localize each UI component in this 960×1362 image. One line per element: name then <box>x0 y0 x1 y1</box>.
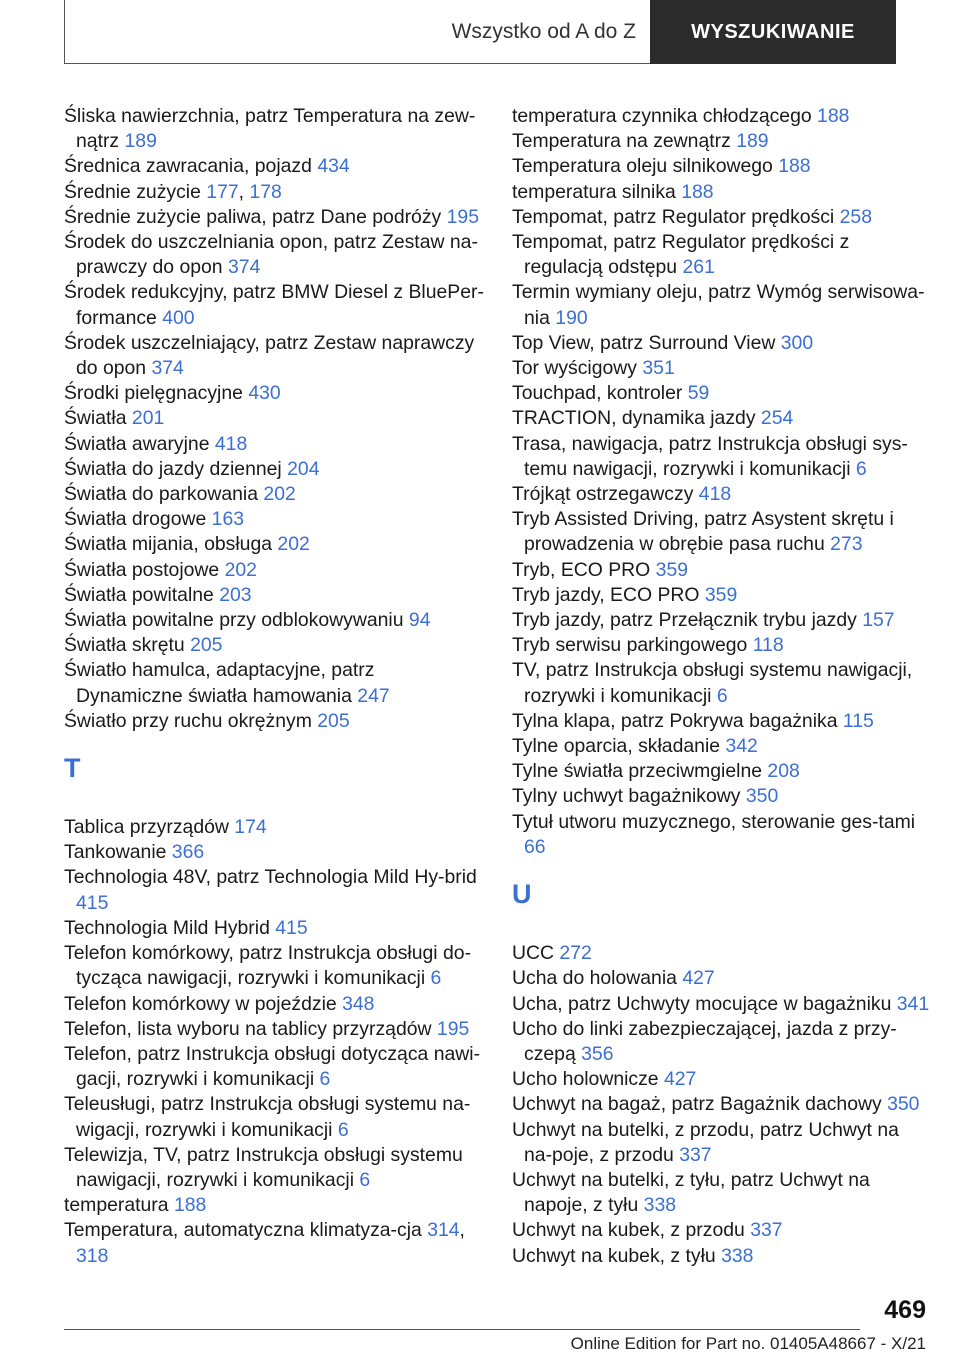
page-link[interactable]: 342 <box>725 735 758 758</box>
index-entry <box>64 1042 484 1092</box>
index-entry-text: Ucho do linki zabezpieczającej, jazda z przy‐czepą <box>512 1017 897 1065</box>
index-entry-text: Technologia 48V, patrz Technologia Mild Hy‐brid <box>64 866 477 889</box>
page-link[interactable]: 6 <box>337 1118 349 1141</box>
index-entry <box>512 784 932 809</box>
index-entry-text: Światło hamulca, adaptacyjne, patrz Dynamiczne światła hamowania <box>64 659 375 707</box>
page-number: 469 <box>884 1296 926 1324</box>
index-entry-text: Teleusługi, patrz Instrukcja obsługi systemu na‐wigacji, rozrywki i komunikacji <box>64 1093 471 1141</box>
page-link[interactable]: 338 <box>721 1244 754 1267</box>
page-link[interactable]: 318 <box>76 1244 109 1267</box>
index-entry <box>512 104 932 129</box>
index-letter-heading: U <box>512 879 532 910</box>
index-entry-text: Telefon, patrz Instrukcja obsługi dotycząca nawi‐gacji, rozrywki i komunikacji <box>64 1042 481 1091</box>
page-link[interactable]: 337 <box>750 1219 783 1242</box>
index-entry-text: Światła skrętu <box>64 634 185 657</box>
index-entry-text: Tablica przyrządów <box>64 816 229 839</box>
page-link[interactable]: 66 <box>524 835 546 858</box>
index-entry <box>64 457 484 482</box>
index-entry <box>512 966 932 991</box>
index-entry <box>64 558 484 583</box>
page-link[interactable]: 6 <box>855 457 867 480</box>
index-entry <box>512 1168 932 1218</box>
index-entry <box>64 916 484 941</box>
index-column-left <box>64 104 484 1269</box>
index-entry <box>512 331 932 356</box>
index-entry <box>512 381 932 406</box>
page-link[interactable]: 258 <box>839 205 872 228</box>
page-link[interactable]: 366 <box>171 841 205 864</box>
index-entry <box>512 1118 932 1168</box>
index-entry <box>64 381 484 406</box>
index-entry <box>64 1092 484 1142</box>
index-entry <box>512 1017 932 1067</box>
page-link[interactable]: 400 <box>162 306 195 329</box>
page-link[interactable]: 157 <box>862 609 895 632</box>
index-entry-text: Tempomat, patrz Regulator prędkości z regulacją odstępu <box>512 231 850 279</box>
index-column-right <box>512 104 932 1269</box>
index-entry <box>512 507 932 557</box>
index-entry-text: Temperatura oleju silnikowego <box>512 155 773 178</box>
page-link[interactable]: 204 <box>287 457 320 480</box>
footer-edition: Online Edition for Part no. 01405A48667 - X/21 <box>570 1334 926 1353</box>
index-entry <box>512 205 932 230</box>
footer-divider <box>64 1329 860 1330</box>
page-link[interactable]: 195 <box>446 205 479 228</box>
index-entry-text: Tor wyścigowy <box>512 357 637 380</box>
index-entry <box>64 1143 484 1193</box>
index-entry <box>64 406 484 431</box>
page-link[interactable]: 188 <box>173 1194 207 1217</box>
index-entry-text: Ucho holownicze <box>512 1068 659 1091</box>
page-link[interactable]: 261 <box>682 256 715 279</box>
index-entry <box>512 558 932 583</box>
index-entry <box>64 1193 484 1218</box>
page-link[interactable]: 177 <box>206 180 239 203</box>
index-entry <box>512 608 932 633</box>
index-entry <box>512 180 932 205</box>
page-link[interactable]: 374 <box>228 256 261 279</box>
index-entry <box>512 759 932 784</box>
page-link[interactable]: 348 <box>342 992 375 1015</box>
index-entry-text: Ucha do holowania <box>512 967 677 990</box>
index-entry-text: Tryb Assisted Driving, patrz Asystent skrętu i prowadzenia w obrębie pasa ruchu <box>512 508 894 556</box>
page-link[interactable]: 163 <box>211 508 245 531</box>
search-tab[interactable]: WYSZUKIWANIE <box>650 0 896 64</box>
index-entry-text: UCC <box>512 942 555 965</box>
page-link[interactable]: 254 <box>760 407 794 430</box>
page-link[interactable]: 178 <box>249 180 282 203</box>
index-entry-text: Tryb jazdy, ECO PRO <box>512 583 700 606</box>
page-link[interactable]: 6 <box>430 967 442 990</box>
index-entry-text: Środek do uszczelniania opon, patrz Zestaw na‐prawczy do opon <box>64 231 478 279</box>
page-link[interactable]: 6 <box>319 1068 331 1091</box>
index-entry <box>512 633 932 658</box>
index-entry <box>512 734 932 759</box>
page-link[interactable]: 94 <box>408 609 431 632</box>
page-link[interactable]: 338 <box>643 1194 677 1217</box>
index-entry-text: Tylne oparcia, składanie <box>512 735 721 758</box>
index-entry-text: Środek uszczelniający, patrz Zestaw naprawczy do opon <box>64 331 475 380</box>
page-link[interactable]: 188 <box>681 180 714 203</box>
page-link[interactable]: 205 <box>317 709 350 732</box>
index-entry-text: Światła do parkowania <box>64 483 259 506</box>
index-entry-text: Światła drogowe <box>64 508 207 531</box>
index-entry-text: Touchpad, kontroler <box>512 382 683 405</box>
index-entry-text: Tytuł utworu muzycznego, sterowanie ges‐tami <box>512 810 916 833</box>
page-header <box>64 0 896 64</box>
index-entry <box>64 205 484 230</box>
index-entry-text: Uchwyt na bagaż, patrz Bagażnik dachowy <box>512 1093 882 1116</box>
index-entry-text: Telefon komórkowy, patrz Instrukcja obsługi do‐tycząca nawigacji, rozrywki i komunikacji <box>64 942 472 990</box>
index-letter-heading: T <box>64 753 81 784</box>
page-link[interactable]: 203 <box>219 583 252 606</box>
page-link[interactable]: 418 <box>214 432 248 455</box>
index-entry-text: Temperatura na zewnątrz <box>512 130 731 153</box>
index-entry <box>512 230 932 280</box>
index-entry-text: Tylny uchwyt bagażnikowy <box>512 785 741 808</box>
index-entry <box>512 709 932 734</box>
index-entry-text: TV, patrz Instrukcja obsługi systemu nawigacji, rozrywki i komunikacji <box>512 659 913 707</box>
page-link[interactable]: 356 <box>581 1042 614 1065</box>
index-entry <box>64 331 484 381</box>
page-link[interactable]: 189 <box>736 130 769 153</box>
index-entry <box>512 1067 932 1092</box>
index-entry-text: Średnica zawracania, pojazd <box>64 155 312 178</box>
index-entry <box>512 154 932 179</box>
index-entry <box>64 815 484 840</box>
index-entry <box>512 406 932 431</box>
page-link[interactable]: 118 <box>752 634 784 657</box>
index-entry <box>64 992 484 1017</box>
page-link[interactable]: 314 <box>427 1219 460 1242</box>
index-entry-text: temperatura silnika <box>512 180 676 203</box>
index-entry <box>64 1017 484 1042</box>
index-entry <box>64 633 484 658</box>
page-link[interactable]: 434 <box>317 155 350 178</box>
page-link[interactable]: 188 <box>778 155 811 178</box>
index-entry <box>64 709 484 734</box>
index-entry <box>512 810 932 860</box>
index-entry <box>64 507 484 532</box>
index-entry-text: Tylne światła przeciwmgielne <box>512 760 763 783</box>
index-entry <box>64 280 484 330</box>
page-link[interactable]: 350 <box>887 1093 920 1116</box>
index-entry <box>512 1092 932 1117</box>
index-entry-text: Tryb jazdy, patrz Przełącznik trybu jazdy <box>512 609 857 632</box>
index-entry-text: Uchwyt na kubek, z tyłu <box>512 1244 716 1267</box>
index-entry <box>512 482 932 507</box>
page-link[interactable]: 427 <box>682 967 715 990</box>
index-entry-text: Uchwyt na butelki, z przodu, patrz Uchwyt na na‐poje, z przodu <box>512 1118 899 1166</box>
index-entry <box>64 104 484 154</box>
page-link[interactable]: 188 <box>817 105 850 127</box>
index-entry-text: Światła powitalne przy odblokowywaniu <box>64 609 404 632</box>
page-link[interactable]: 202 <box>224 558 257 581</box>
index-entry-text: Środki pielęgnacyjne <box>64 382 243 405</box>
index-entry-text: Światła do jazdy dziennej <box>64 457 282 480</box>
index-entry-text: Technologia Mild Hybrid <box>64 916 270 939</box>
index-entry <box>64 865 484 915</box>
index-entry-text: Średnie zużycie <box>64 180 201 203</box>
page-link[interactable]: 374 <box>151 357 184 380</box>
index-entry-text: Światła powitalne <box>64 583 214 606</box>
page-link[interactable]: 415 <box>275 916 308 939</box>
page-link[interactable]: 418 <box>698 483 732 506</box>
page-link[interactable]: 300 <box>780 331 814 354</box>
index-entry <box>512 583 932 608</box>
index-entry <box>64 608 484 633</box>
page-link[interactable]: 430 <box>248 382 281 405</box>
page-link[interactable]: 337 <box>679 1143 712 1166</box>
index-entry-text: Tryb serwisu parkingowego <box>512 634 748 657</box>
index-entry-text: TRACTION, dynamika jazdy <box>512 407 756 430</box>
page-link[interactable]: 272 <box>559 942 592 965</box>
page-link[interactable]: 350 <box>745 785 779 808</box>
index-entry-text: Termin wymiany oleju, patrz Wymóg serwisowa‐nia <box>512 281 925 329</box>
index-entry-text: Tryb, ECO PRO <box>512 558 651 581</box>
page-link[interactable]: 115 <box>842 709 874 732</box>
index-entry-text: Tylna klapa, patrz Pokrywa bagażnika <box>512 709 838 732</box>
page-link[interactable]: 195 <box>436 1017 470 1040</box>
index-entry <box>64 230 484 280</box>
index-entry <box>64 840 484 865</box>
index-entry-text: Światło przy ruchu okrężnym <box>64 709 312 732</box>
page-link[interactable]: 202 <box>277 533 310 556</box>
page-link[interactable]: 174 <box>234 816 267 839</box>
index-entry-text: Trasa, nawigacja, patrz Instrukcja obsługi sys‐temu nawigacji, rozrywki i komunikacji <box>512 432 908 480</box>
page-link[interactable]: 208 <box>767 760 800 783</box>
index-entry <box>512 432 932 482</box>
index-entry-text: Tankowanie <box>64 841 167 864</box>
page-link[interactable]: 202 <box>263 483 296 506</box>
page-link[interactable]: 247 <box>357 684 390 707</box>
index-entry <box>512 1218 932 1243</box>
page-link[interactable]: 359 <box>704 583 738 606</box>
index-entry <box>64 941 484 991</box>
index-entry-text: Uchwyt na butelki, z tyłu, patrz Uchwyt na napoje, z tyłu <box>512 1168 870 1217</box>
index-entry-text: Uchwyt na kubek, z przodu <box>512 1219 745 1242</box>
section-title: Wszystko od A do Z <box>64 0 650 64</box>
page-link[interactable]: 273 <box>830 533 863 556</box>
page-link[interactable]: 201 <box>131 407 165 430</box>
index-entry: Temperatura, automatyczna klimatyza‐cja 314, 318 <box>64 1219 465 1267</box>
index-entry-text: Telewizja, TV, patrz Instrukcja obsługi systemu nawigacji, rozrywki i komunikacji <box>64 1143 463 1191</box>
index-entry <box>64 154 484 179</box>
index-entry-text: Śliska nawierzchnia, patrz Temperatura na zew‐nątrz <box>64 105 476 153</box>
index-entry-text: Telefon komórkowy w pojeździe <box>64 992 337 1015</box>
page-link[interactable]: 6 <box>716 684 728 707</box>
index-entry <box>64 532 484 557</box>
index-entry <box>64 432 484 457</box>
page-link[interactable]: 189 <box>124 130 157 153</box>
index-entry <box>64 583 484 608</box>
index-entry-text: Światła awaryjne <box>64 432 210 455</box>
index-entry <box>512 280 932 330</box>
index-entry-text: Temperatura, automatyczna klimatyza‐cja <box>64 1219 422 1242</box>
index-entry-text: Trójkąt ostrzegawczy <box>512 483 694 506</box>
index-entry-text: Średnie zużycie paliwa, patrz Dane podróży <box>64 205 442 228</box>
index-entry <box>64 482 484 507</box>
index-entry <box>512 1244 932 1269</box>
index-entry <box>512 992 932 1017</box>
index-entry <box>512 941 932 966</box>
index-entry-text: Top View, patrz Surround View <box>512 331 776 354</box>
index-entry-text: Tempomat, patrz Regulator prędkości <box>512 205 835 228</box>
index-entry-text: temperatura czynnika chłodzącego <box>512 105 812 127</box>
page-link[interactable]: 205 <box>190 634 223 657</box>
index-entry-text: temperatura <box>64 1194 169 1217</box>
page-link[interactable]: 415 <box>76 891 109 914</box>
page-link[interactable]: 359 <box>655 558 689 581</box>
index-entry-text: Światła postojowe <box>64 558 220 581</box>
index-entry-text: Telefon, lista wyboru na tablicy przyrządów <box>64 1017 432 1040</box>
page-link[interactable]: 351 <box>642 357 675 380</box>
page-link[interactable]: 6 <box>359 1168 371 1191</box>
index-entry <box>512 658 932 708</box>
page-link[interactable]: 341 <box>896 992 930 1015</box>
index-entry-text: Środek redukcyjny, patrz BMW Diesel z BluePer‐formance <box>64 281 484 329</box>
index-entry <box>512 129 932 154</box>
index-entry-text: Ucha, patrz Uchwyty mocujące w bagażniku <box>512 992 892 1015</box>
page-link[interactable]: 59 <box>687 382 710 405</box>
index-entry <box>512 356 932 381</box>
page-link[interactable]: 190 <box>555 306 588 329</box>
page-link[interactable]: 427 <box>663 1068 697 1091</box>
index-entry <box>64 658 484 708</box>
index-entry-text: Światła <box>64 407 127 430</box>
index-entry-text: Światła mijania, obsługa <box>64 533 273 556</box>
index-entry: Średnie zużycie 177, 178 <box>64 180 282 203</box>
